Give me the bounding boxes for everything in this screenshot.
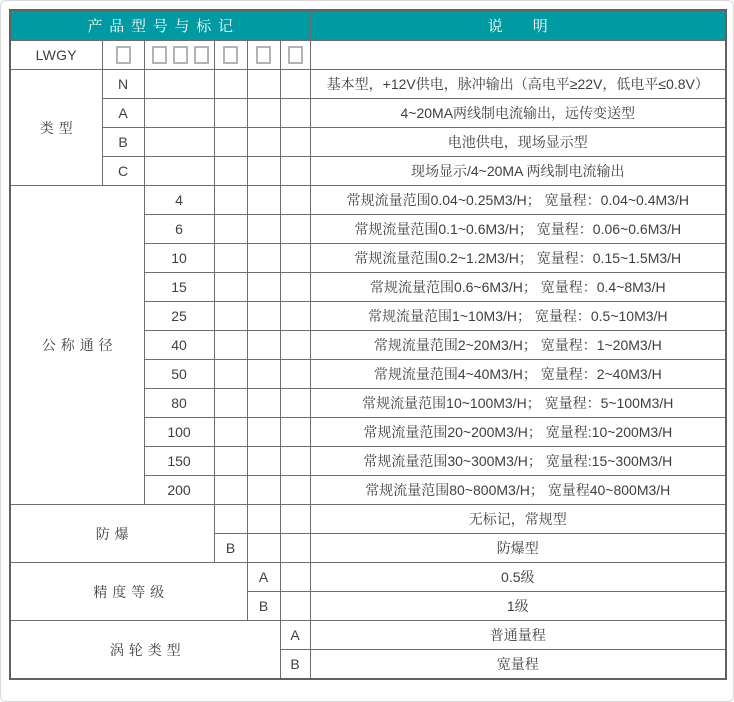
code-slot-accuracy (247, 41, 280, 70)
description-header-cell: 说明 (310, 10, 726, 41)
empty-code-box-icon (256, 46, 271, 64)
type-description: 基本型，+12V供电，脉冲输出（高电平≥22V，低电平≤0.8V） (310, 70, 726, 99)
type-code: A (102, 99, 144, 128)
accuracy-code: B (247, 592, 280, 621)
code-slot-diameter (144, 41, 214, 70)
accuracy-description: 0.5级 (310, 563, 726, 592)
turbine-description: 普通量程 (310, 621, 726, 650)
table-row (10, 563, 726, 592)
model-code-row (10, 41, 726, 70)
table-row (10, 186, 726, 215)
empty-code-box-icon (194, 46, 209, 64)
diameter-description: 常规流量范围80~800M3/H； 宽量程40~800M3/H (310, 476, 726, 505)
turbine-code: A (280, 621, 310, 650)
diameter-description: 常规流量范围2~20M3/H； 宽量程：1~20M3/H (310, 331, 726, 360)
empty-code-box-icon (173, 46, 188, 64)
diameter-code: 80 (144, 389, 214, 418)
table-row (10, 157, 726, 186)
diameter-code: 6 (144, 215, 214, 244)
empty-code-box-icon (223, 46, 238, 64)
diameter-code: 50 (144, 360, 214, 389)
diameter-description: 常规流量范围1~10M3/H； 宽量程：0.5~10M3/H (310, 302, 726, 331)
type-description: 现场显示/4~20MA 两线制电流输出 (310, 157, 726, 186)
accuracy-code: A (247, 563, 280, 592)
explosion-code: B (214, 534, 247, 563)
diameter-code: 100 (144, 418, 214, 447)
section-label-explosion: 防爆 (10, 505, 214, 563)
model-header-cell: 产品型号与标记 (10, 10, 310, 41)
table-row (10, 505, 726, 534)
diameter-description: 常规流量范围4~40M3/H； 宽量程：2~40M3/H (310, 360, 726, 389)
section-label-type: 类型 (10, 70, 102, 186)
code-slot-turbine (280, 41, 310, 70)
type-code: N (102, 70, 144, 99)
model-prefix: LWGY (10, 41, 102, 70)
turbine-description: 宽量程 (310, 650, 726, 680)
diameter-code: 150 (144, 447, 214, 476)
type-description: 电池供电，现场显示型 (310, 128, 726, 157)
section-label-turbine: 涡轮类型 (10, 621, 280, 680)
table-row (10, 70, 726, 99)
diameter-code: 200 (144, 476, 214, 505)
table-row (10, 128, 726, 157)
type-code: C (102, 157, 144, 186)
diameter-description: 常规流量范围30~300M3/H； 宽量程:15~300M3/H (310, 447, 726, 476)
diameter-code: 15 (144, 273, 214, 302)
section-label-diameter: 公称通径 (10, 186, 144, 505)
code-slot-type (102, 41, 144, 70)
diameter-description: 常规流量范围0.1~0.6M3/H； 宽量程：0.06~0.6M3/H (310, 215, 726, 244)
empty-code-box-icon (152, 46, 167, 64)
explosion-description: 无标记，常规型 (310, 505, 726, 534)
diameter-code: 4 (144, 186, 214, 215)
diameter-description: 常规流量范围0.2~1.2M3/H； 宽量程：0.15~1.5M3/H (310, 244, 726, 273)
table-row (10, 99, 726, 128)
model-spec-table (9, 9, 727, 680)
section-label-accuracy: 精度等级 (10, 563, 247, 621)
table-header-row (10, 10, 726, 41)
diameter-description: 常规流量范围0.04~0.25M3/H； 宽量程：0.04~0.4M3/H (310, 186, 726, 215)
diameter-code: 10 (144, 244, 214, 273)
model-row-description (310, 41, 726, 70)
diameter-description: 常规流量范围0.6~6M3/H； 宽量程：0.4~8M3/H (310, 273, 726, 302)
table-row (10, 621, 726, 650)
type-description: 4~20MA两线制电流输出，远传变送型 (310, 99, 726, 128)
turbine-code: B (280, 650, 310, 680)
empty-code-box-icon (116, 46, 131, 64)
empty-code-box-icon (288, 46, 303, 64)
accuracy-description: 1级 (310, 592, 726, 621)
code-slot-explosion (214, 41, 247, 70)
diameter-code: 25 (144, 302, 214, 331)
type-code: B (102, 128, 144, 157)
diameter-description: 常规流量范围20~200M3/H； 宽量程:10~200M3/H (310, 418, 726, 447)
explosion-description: 防爆型 (310, 534, 726, 563)
diameter-code: 40 (144, 331, 214, 360)
explosion-code (214, 505, 247, 534)
diameter-description: 常规流量范围10~100M3/H； 宽量程：5~100M3/H (310, 389, 726, 418)
